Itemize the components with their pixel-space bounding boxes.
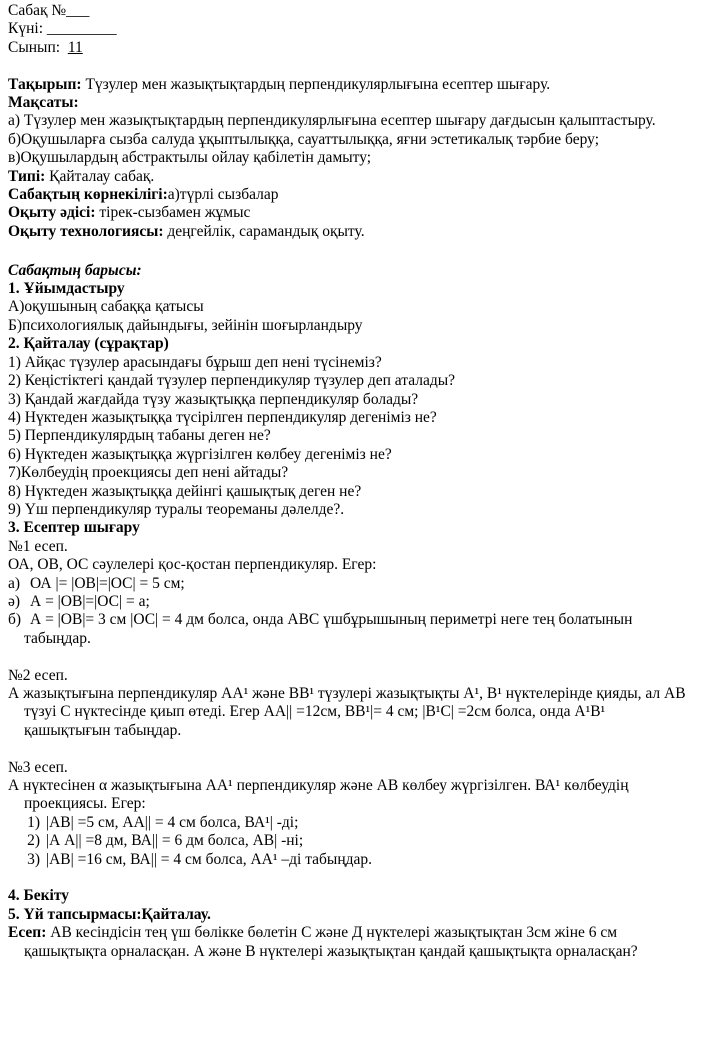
problem-2-title: №2 есеп.: [8, 666, 68, 684]
spacer: [8, 740, 696, 758]
problem-2-line-3: қашықтығын табыңдар.: [24, 721, 182, 739]
item-text: А = |ОВ|=|ОС| = а;: [30, 592, 150, 610]
tech-text: деңгейлік, сарамандық оқыту.: [163, 222, 365, 240]
type-label: Типі:: [8, 167, 46, 185]
item-text: А = |ОВ|= 3 см |ОС| = 4 дм болса, онда АВС үшбұрышының периметрі неге тең болатынын: [30, 611, 633, 629]
problem-3-item-1: [8, 814, 696, 832]
item-number: 1): [27, 813, 40, 831]
problems-heading: 3. Есептер шығару: [8, 519, 140, 537]
method-label: Оқыту әдісі:: [8, 204, 96, 222]
problem-1-item-a: [8, 575, 696, 593]
spacer: [8, 57, 696, 75]
visual-label: Сабақтың көрнекілігі:: [8, 186, 168, 204]
type-text: Қайталау сабақ.: [45, 167, 155, 185]
lesson-number: Сабақ №___: [8, 2, 90, 19]
date-blank: _________: [46, 20, 117, 38]
question-7: 7)Көлбеудің проекциясы деп нені айтады?: [8, 464, 289, 482]
question-2: 2) Кеңістіктегі қандай түзулер перпендикуляр түзулер деп аталады?: [8, 372, 456, 390]
problem-1-item-c: [8, 611, 696, 629]
spacer: [8, 241, 696, 259]
review-heading: 2. Қайталау (сұрақтар): [8, 335, 169, 353]
question-6: 6) Нүктеден жазықтыққа жүргізілген көлбеу дегеніміз не?: [8, 445, 392, 463]
question-8: 8) Нүктеден жазықтыққа дейінгі қашықтық деген не?: [8, 482, 362, 500]
method-line: [8, 204, 696, 222]
tech-line: [8, 223, 696, 241]
task-line-2: қашықтықта орналасқан. А және В нүктелері жазықтықтан қандай қашықтықта орналасқан?: [24, 942, 638, 960]
method-text: тірек-сызбамен жұмыс: [95, 204, 251, 222]
item-label: а): [8, 574, 21, 592]
goal-b: б)Оқушыларға сызба салуда ұқыптылыққа, сауаттылыққа, яғни эстетикалық тәрбие беру;: [8, 130, 600, 148]
item-text: |АВ| =5 см, АА|| = 4 см болса, ВА¹| -ді;: [46, 813, 299, 831]
homework-label: 5. Үй тапсырмасы:: [8, 905, 142, 923]
goal-a: а) Түзулер мен жазықтықтардың перпендикулярлығына есептер шығару дағдысын қалыптастыру.: [8, 112, 656, 130]
org-heading: 1. Ұйымдастыру: [8, 280, 125, 298]
reinforce-heading: 4. Бекіту: [8, 887, 70, 905]
question-3: 3) Қандай жағдайда түзу жазықтыққа перпендикуляр болады?: [8, 390, 419, 408]
spacer: [8, 869, 696, 887]
topic-line: [8, 76, 696, 94]
problem-1-statement: ОА, ОВ, ОС сәулелері қос-қостан перпендикуляр. Егер:: [8, 556, 377, 574]
org-item-b: Б)психологиялық дайындығы, зейінін шоғырландыру: [8, 316, 363, 334]
task-label: Есеп:: [8, 924, 47, 942]
topic-label: Тақырып:: [8, 75, 82, 93]
item-number: 3): [27, 850, 40, 868]
problem-1-title: №1 есеп.: [8, 537, 68, 555]
problem-1-continuation: табыңдар.: [24, 629, 91, 647]
item-text: ОА |= |ОВ|=|ОС| = 5 см;: [30, 574, 185, 592]
problem-1-item-b: [8, 593, 696, 611]
question-4: 4) Нүктеден жазықтыққа түсірілген перпендикуляр дегеніміз не?: [8, 408, 437, 426]
question-9: 9) Үш перпендикуляр туралы теореманы дәлелде?.: [8, 500, 345, 518]
item-number: 2): [27, 832, 40, 850]
class-label: Сынып:: [8, 38, 61, 56]
spacer: [8, 648, 696, 666]
homework-text: Қайталау.: [141, 905, 211, 923]
task-text: АВ кесіндісін тең үш бөлікке бөлетін С және Д нүктелері жазықтықтан 3см жіне 6 см: [46, 924, 618, 942]
item-text: |АВ| =16 см, ВА|| = 4 см болса, АА¹ –ді табыңдар.: [46, 850, 373, 868]
item-label: б): [8, 611, 22, 629]
problem-2-line-2: түзуі С нүктесінде қиып өтеді. Егер АА|| =12см, ВВ¹|= 4 см; |В¹С| =2см болса, онда А¹В¹: [24, 703, 606, 721]
class-line: [8, 39, 696, 57]
topic-text: Түзулер мен жазықтықтардың перпендикулярлығына есептер шығару.: [81, 75, 551, 93]
problem-2-line-1: А жазықтығына перпендикуляр АА¹ және ВВ¹ түзулері жазықтықты А¹, В¹ нүктелерінде қияды, ал АВ: [8, 684, 686, 702]
problem-3-item-3: [8, 851, 696, 869]
problem-3-item-2: [8, 832, 696, 850]
question-5: 5) Перпендикулярдың табаны деген не?: [8, 427, 271, 445]
homework-line: [8, 906, 696, 924]
date-line: [8, 20, 696, 38]
goals-label: Мақсаты:: [8, 94, 79, 112]
item-text: |А А|| =8 дм, ВА|| = 6 дм болса, АВ| -ні;: [46, 832, 304, 850]
problem-3-line-2: проекциясы. Егер:: [24, 795, 146, 813]
visual-line: [8, 186, 696, 204]
date-label: Күні:: [8, 20, 43, 38]
item-label: ә): [8, 592, 21, 610]
task-line-1: [8, 924, 696, 942]
type-line: [8, 168, 696, 186]
goal-c: в)Оқушылардың абстрактылы ойлау қабілетін дамыту;: [8, 149, 372, 167]
progress-title: Сабақтың барысы:: [8, 261, 142, 279]
tech-label: Оқыту технологиясы:: [8, 222, 164, 240]
problem-3-title: №3 есеп.: [8, 758, 68, 776]
class-value: 11: [67, 38, 83, 56]
question-1: 1) Айқас түзулер арасындағы бұрыш деп нені түсінеміз?: [8, 353, 382, 371]
org-item-a: А)оқушының сабаққа қатысы: [8, 298, 204, 316]
problem-3-line-1: А нүктесінен α жазықтығына АА¹ перпендикуляр және АВ көлбеу жүргізілген. ВА¹ көлбеудің: [8, 777, 629, 794]
visual-text: а)түрлі сызбалар: [167, 186, 279, 204]
